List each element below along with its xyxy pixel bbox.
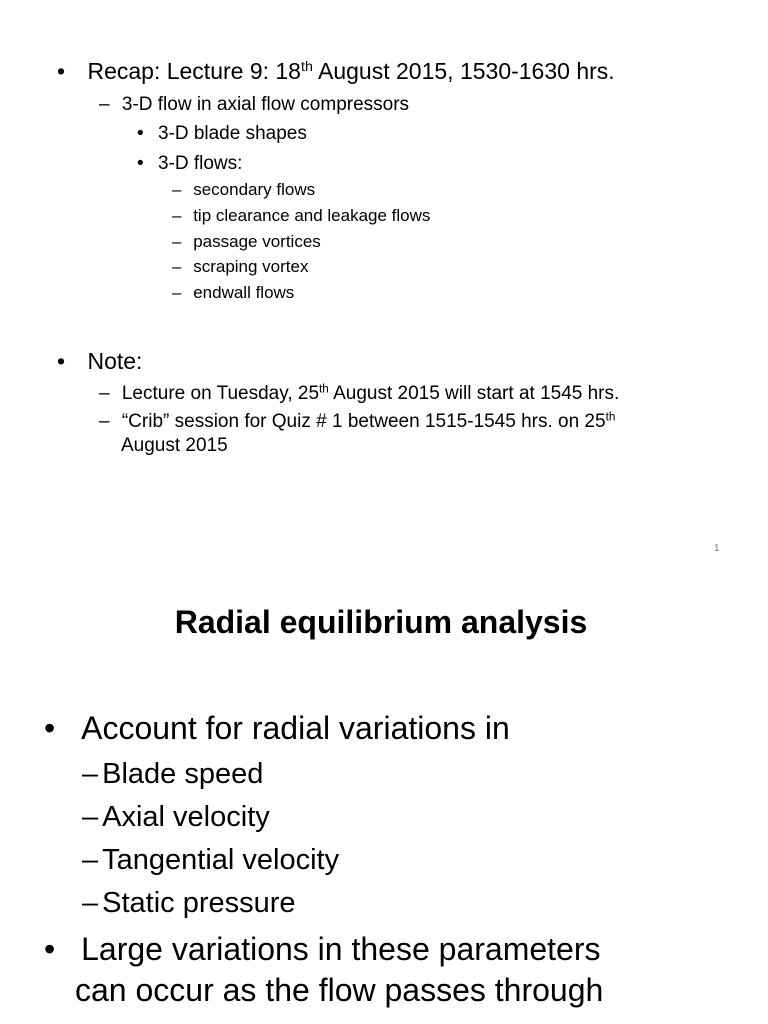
bullet-marker: • <box>44 710 56 746</box>
note-bullet-line <box>57 348 142 374</box>
dash-marker: – <box>99 383 110 404</box>
dash-marker: – <box>172 180 182 199</box>
flow-item <box>172 283 294 303</box>
second-bullet-text: Large variations in these parameters <box>81 931 601 967</box>
slide-title: Radial equilibrium analysis <box>174 604 588 640</box>
bullet-marker: • <box>137 153 144 174</box>
dash-marker: – <box>82 758 99 790</box>
page-number: 1 <box>714 543 720 554</box>
variation-item-axial-velocity <box>82 801 270 834</box>
bullet-marker: • <box>57 58 66 84</box>
note-line-2 <box>99 411 615 433</box>
variation-item-blade-speed <box>82 758 263 791</box>
note-label: Note: <box>87 348 143 374</box>
flow-item-text: tip clearance and leakage flows <box>193 206 431 225</box>
bullet-marker: • <box>44 931 56 967</box>
bullet-marker: • <box>137 123 144 144</box>
variation-item-text: Axial velocity <box>102 801 270 833</box>
dash-marker: – <box>82 801 99 833</box>
dash-marker: – <box>82 887 99 919</box>
variation-item-text: Tangential velocity <box>102 844 340 876</box>
second-bullet-continuation: can occur as the flow passes through <box>75 972 604 1008</box>
dash-marker: – <box>172 206 182 225</box>
sub-bullet-text: 3-D blade shapes <box>157 123 307 144</box>
note-line-1 <box>99 383 619 405</box>
sub-bullet-3d-flows <box>137 153 242 175</box>
dash-marker: – <box>172 283 182 302</box>
dash-marker: – <box>172 232 182 251</box>
topic-text: 3-D flow in axial flow compressors <box>121 94 410 115</box>
sub-bullet-text: 3-D flows: <box>157 153 243 174</box>
variation-item-text: Static pressure <box>102 887 296 919</box>
topic-line <box>99 94 409 116</box>
flow-item <box>172 257 308 277</box>
flow-item <box>172 206 430 226</box>
variation-item-tangential-velocity <box>82 844 339 877</box>
flow-item-text: endwall flows <box>193 283 295 302</box>
variation-item-text: Blade speed <box>102 758 264 790</box>
note-line-2-text: “Crib” session for Quiz # 1 between 1515-1545 hrs. on 25th <box>121 410 616 432</box>
dash-marker: – <box>99 94 110 115</box>
note-line-2-continuation: August 2015 <box>121 435 228 456</box>
note-line-1-text: Lecture on Tuesday, 25th August 2015 will start at 1545 hrs. <box>121 382 620 404</box>
flow-item-text: secondary flows <box>193 180 316 199</box>
flow-item-text: scraping vortex <box>193 257 309 276</box>
flow-item <box>172 180 315 200</box>
recap-bullet-line <box>57 58 615 84</box>
main-bullet-text: Account for radial variations in <box>81 710 510 746</box>
second-bullet-line <box>44 931 600 968</box>
flow-item-text: passage vortices <box>193 232 321 251</box>
dash-marker: – <box>172 257 182 276</box>
dash-marker: – <box>99 411 110 432</box>
bullet-marker: • <box>57 348 66 374</box>
dash-marker: – <box>82 844 99 876</box>
main-bullet-line <box>44 710 510 747</box>
flow-item <box>172 232 321 252</box>
variation-item-static-pressure <box>82 887 296 920</box>
recap-text: Recap: Lecture 9: 18th August 2015, 1530-1630 hrs. <box>87 58 615 84</box>
sub-bullet-blade-shapes <box>137 123 307 145</box>
